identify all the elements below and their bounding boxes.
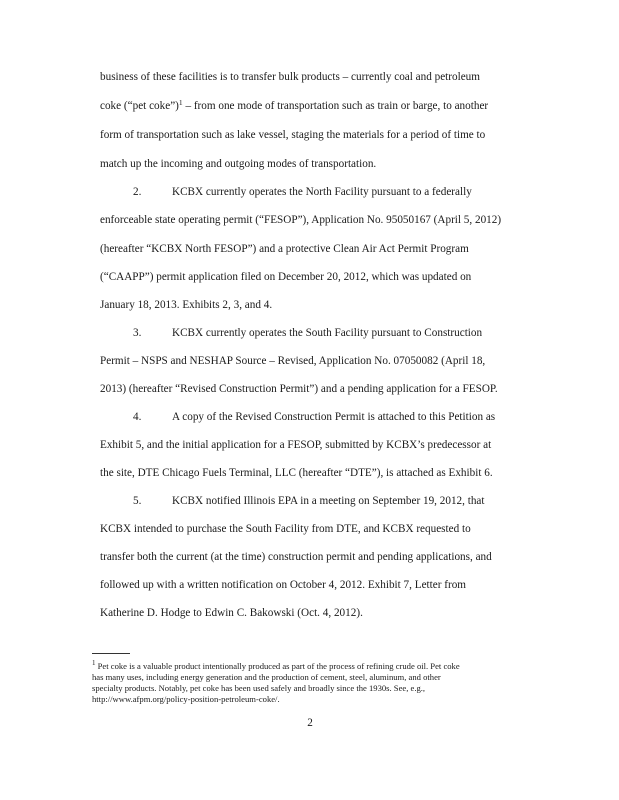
body-line-2-end: – from one mode of transportation such as train or barge, to another [182,100,489,112]
paragraph-number: 3. [133,327,142,339]
paragraph-number: 5. [133,495,142,507]
body-line-2 [100,99,530,113]
body-line-3: form of transportation such as lake vessel, staging the materials for a period of time to [100,129,486,141]
body-line-2-start: coke (“pet coke”) [100,100,179,112]
footnote-text: Pet coke is a valuable product intentionally produced as part of the process of refining crude oil. Pet coke [95,661,460,671]
paragraph-line: Katherine D. Hodge to Edwin C. Bakowski (Oct. 4, 2012). [100,607,363,619]
paragraph-line: (“CAAPP”) permit application filed on December 20, 2012, which was updated on [100,271,472,283]
paragraph-line: followed up with a written notification on October 4, 2012. Exhibit 7, Letter from [100,579,466,591]
footnote-line [92,661,532,672]
paragraph-line: 2013) (hereafter “Revised Construction Permit”) and a pending application for a FESOP. [100,383,498,395]
paragraph-line: Exhibit 5, and the initial application for a FESOP, submitted by KCBX’s predecessor at [100,439,492,451]
paragraph-line: the site, DTE Chicago Fuels Terminal, LLC (hereafter “DTE”), is attached as Exhibit 6. [100,467,493,479]
paragraph-line: KCBX currently operates the North Facility pursuant to a federally [172,186,472,198]
paragraph-line: transfer both the current (at the time) construction permit and pending applications, and [100,551,492,563]
paragraph-line: enforceable state operating permit (“FESOP”), Application No. 95050167 (April 5, 2012) [100,214,502,226]
paragraph-number: 4. [133,411,142,423]
footnote-link[interactable]: http://www.afpm.org/policy-position-petroleum-coke/. [92,694,280,704]
footnote-line: specialty products. Notably, pet coke has been used safely and broadly since the 1930s. See, e.g., [92,683,426,693]
paragraph-line: KCBX notified Illinois EPA in a meeting on September 19, 2012, that [172,495,485,507]
paragraph-number: 2. [133,186,142,198]
paragraph-line: Permit – NSPS and NESHAP Source – Revised, Application No. 07050082 (April 18, [100,355,486,367]
body-line-4: match up the incoming and outgoing modes of transportation. [100,158,377,170]
footnote-line: has many uses, including energy generation and the production of cement, steel, aluminum, and other [92,672,441,682]
footnote-reference[interactable]: 1 [178,98,183,107]
footnote-marker: 1 [92,659,96,667]
footnote-divider [92,653,130,654]
paragraph-line: A copy of the Revised Construction Permit is attached to this Petition as [172,411,496,423]
body-line-1: business of these facilities is to transfer bulk products – currently coal and petroleum [100,71,480,83]
paragraph-line: January 18, 2013. Exhibits 2, 3, and 4. [100,299,273,311]
page-number: 2 [307,717,313,729]
paragraph-line: (hereafter “KCBX North FESOP”) and a protective Clean Air Act Permit Program [100,243,469,255]
paragraph-line: KCBX intended to purchase the South Facility from DTE, and KCBX requested to [100,523,471,535]
paragraph-line: KCBX currently operates the South Facility pursuant to Construction [172,327,483,339]
